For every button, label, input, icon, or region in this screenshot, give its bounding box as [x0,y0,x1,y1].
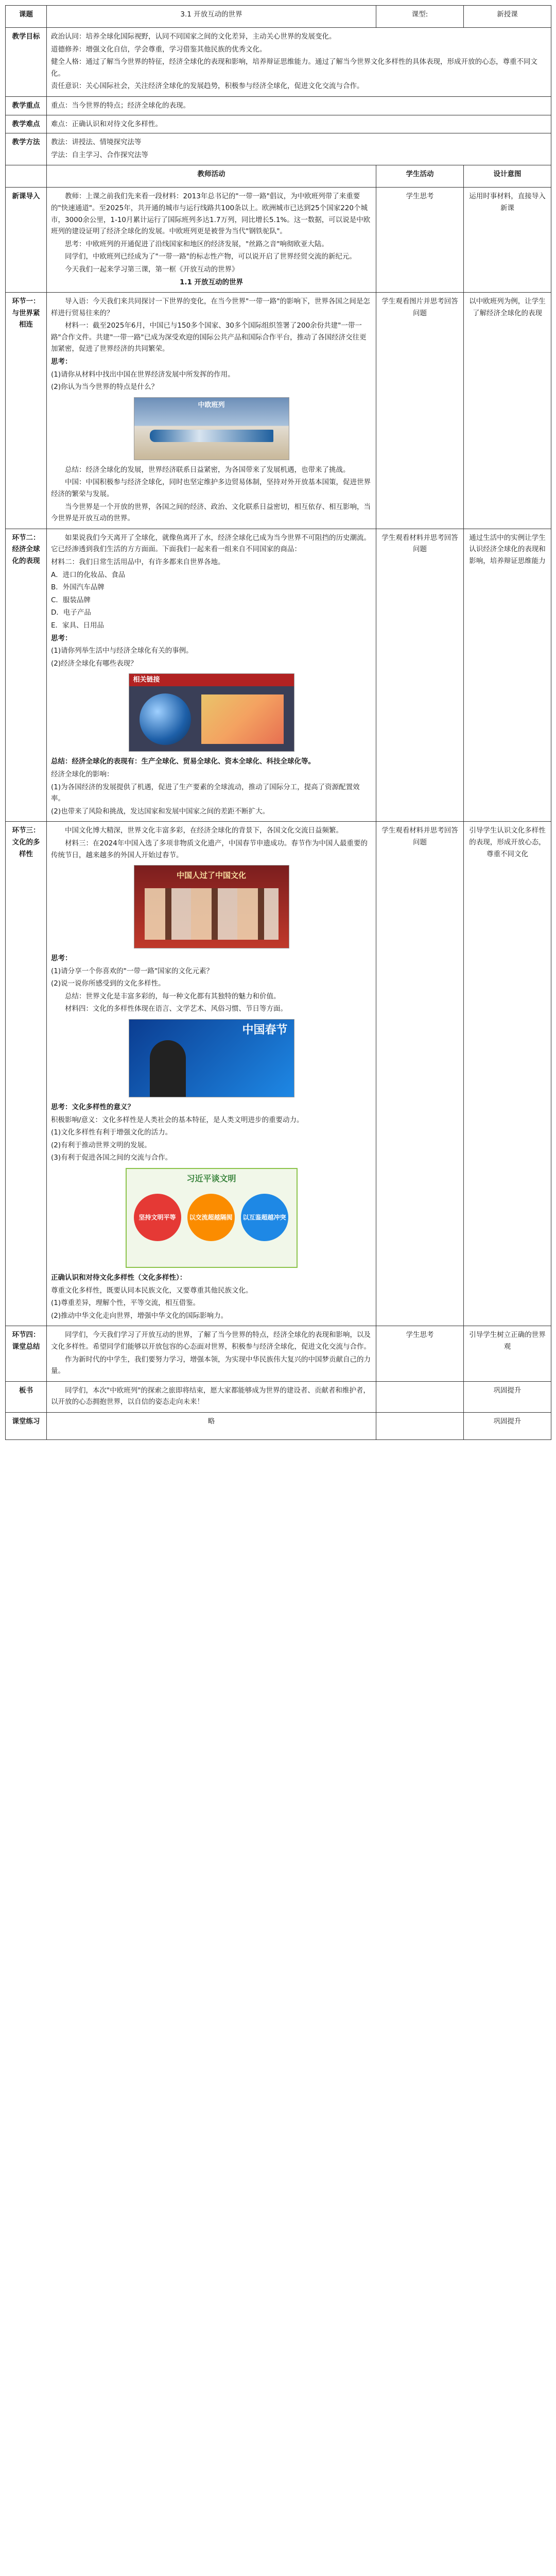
teacher-para: (2)有利于推动世界文明的发展。 [51,1141,151,1149]
method-line: 学法：自主学习、合作探究法等 [51,150,148,159]
teacher-para: (2)说一说你所感受到的文化多样性。 [51,979,165,988]
teacher-para: (1)尊重差异，理解个性，平等交流，相互借鉴。 [51,1299,200,1308]
homework-student [376,1412,464,1439]
teacher-para: E．家具、日用品 [51,621,105,630]
teacher-para: 今天我们一起来学习第三课，第一框《开放互动的世界》 [65,265,239,274]
key-points-text: 重点：当今世界的特点；经济全球化的表现。 [47,96,551,115]
goal-line: 政治认同：培养全球化国际视野，认同不同国家之间的文化差异，主动关心世界的发展变化。 [51,32,336,41]
teacher-para: 同学们，本次"中欧班列"的探索之旅即将结束，愿大家都能够成为世界的建设者、贡献者和维护者，以开放的心态拥抱世界，以自信的姿态走向未来！ [51,1386,370,1406]
method-row [6,133,551,165]
teacher-para: (1)为各国经济的发展提供了机遇，促进了生产要素的全球流动，推动了国际分工，提高了资源配置效率。 [51,783,360,803]
method-label: 教学方法 [6,133,47,165]
photo-caption: 中国人过了中国文化 [176,871,246,880]
stage-teacher-content [47,188,376,293]
teacher-para: B．外国汽车品牌 [51,583,105,592]
teacher-para: 教师：上课之前我们先来看一段材料：2013年总书记的"一带一路"倡议，为中欧班列带了来重要的"快速通道"。至2025年，共开通的城市与运行线路共100条以上。欧洲城市已达到25个国家220个城市，3000余公里，1-10月累计运行了国际班列多达1.7万列，同比增长5.1%。这一数据，可以说是中欧班列的建设证明了经济全球化的发展。中欧班列更是被誉为当代"钢铁驼队"。 [51,192,371,236]
stage-student [376,1381,464,1412]
stage-label: 环节三：文化的多样性 [6,822,47,1326]
teacher-para: (2)也带来了风险和挑战，发达国家和发展中国家之间的差距不断扩大。 [51,807,270,816]
stage-label: 板书 [6,1381,47,1412]
teacher-para: 材料一：截至2025年6月，中国已与150多个国家、30多个国际组织签署了200余份共建"一带一路"合作文件。共建"一带一路"已成为深受欢迎的国际公共产品和国际合作平台，推动了各国经济交往更加紧密，促进了世界经济的共同繁荣。 [51,321,367,353]
stage-label: 环节一：与世界紧相连 [6,293,47,529]
stage-intent: 运用时事材料，直接导入新课 [464,188,551,293]
stage-label: 新课导入 [6,188,47,293]
teacher-para: 积极影响/意义：文化多样性是人类社会的基本特征，是人类文明进步的重要动力。 [51,1115,304,1124]
photo-caption: 中国春节 [242,1024,288,1037]
teacher-para: (3)有利于促进各国之间的交流与合作。 [51,1154,172,1162]
teacher-para: 思考：文化多样性的意义？ [51,1103,134,1112]
poster-item: 以互鉴超越冲突 [241,1194,288,1241]
teacher-para: 当今世界是一个开放的世界，各国之间的经济、政治、文化联系日益密切，相互依存、相互影响，当今世界是开放互动的世界。 [51,502,371,523]
teacher-para: (1)请分享一个你喜欢的"一带一路"国家的文化元素？ [51,967,214,975]
globe-icon [140,693,191,745]
teacher-para: (1)请你列举生活中与经济全球化有关的事例。 [51,647,193,655]
column-header-row [6,165,551,188]
stage-student: 学生思考 [376,1326,464,1381]
poster-title: 习近平谈文明 [186,1174,236,1184]
stage-intent: 巩固提升 [464,1381,551,1412]
stage-teacher-content [47,1381,376,1412]
teacher-para: (2)推动中华文化走向世界，增强中华文化的国际影响力。 [51,1311,228,1320]
festival-photo [129,1019,294,1097]
teacher-para: 如果说我们今天离开了全球化，就像鱼离开了水，经济全球化已成为当今世界不可阻挡的历史潮流。它已经渗透到我们生活的方方面面。下面我们一起来看一组来自不同国家的商品： [51,533,371,554]
link-banner: 相关链接 [129,674,294,686]
teacher-para: 作为新时代的中学生，我们要努力学习，增强本领，为实现中华民族伟大复兴的中国梦贡献自己的力量。 [51,1355,371,1376]
trade-graphic [201,694,284,744]
method-line: 教法：讲授法、情境探究法等 [51,138,142,147]
key-points-label: 教学重点 [6,96,47,115]
col-intent: 设计意图 [464,165,551,188]
teacher-para: 思考： [51,634,72,642]
stage-student: 学生观看图片并思考回答问题 [376,293,464,529]
stage-teacher-content [47,293,376,529]
teacher-para: 材料四：文化的多样性体现在语言、文学艺术、风俗习惯、节日等方面。 [65,1005,287,1013]
stage-student: 学生思考 [376,188,464,293]
teacher-para: (1)文化多样性有利于增强文化的活力。 [51,1128,172,1137]
teacher-para: 总结：经济全球化的发展，世界经济联系日益紧密，为各国带来了发展机遇，也带来了挑战。 [65,465,350,474]
teacher-para: 思考： [51,954,72,963]
difficulty-text: 难点：正确认识和对待文化多样性。 [47,115,551,133]
stage-label: 环节二：经济全球化的表现 [6,529,47,822]
stage-teacher-content [47,529,376,822]
people-photo [134,865,289,948]
goal-line: 健全人格：通过了解当今世界的特征，经济全球化的表现和影响，培养辩证思维能力。通过了解当今世界文化多样性的具体表现，形成开放的心态，尊重不同文化。 [51,58,537,78]
stage-intent: 通过生活中的实例让学生认识经济全球化的表现和影响，培养辩证思维能力 [464,529,551,822]
col-stage [6,165,47,188]
teacher-para: 中国文化博大精深，世界文化丰富多彩，在经济全球化的背景下，各国文化交流日益频繁。 [65,826,343,835]
type-label: 课型: [376,6,464,28]
teacher-para: 同学们，中欧班列已经成为了"一带一路"的标志性产物，可以说开启了世界经贸交流的新纪元。 [65,252,356,261]
teacher-para: 经济全球化的影响： [51,770,114,778]
teacher-para: 尊重文化多样性，既要认同本民族文化，又要尊重其他民族文化。 [51,1286,253,1295]
stage-intent: 引导学生认识文化多样性的表现，形成开放心态，尊重不同文化 [464,822,551,1326]
col-teacher: 教师活动 [47,165,376,188]
teacher-para: D．电子产品 [51,608,91,617]
poster-item: 坚持文明平等 [134,1194,181,1241]
teacher-para: 材料二：我们日常生活用品中，有许多都来自世界各地。 [51,558,225,566]
difficulty-label: 教学难点 [6,115,47,133]
teacher-para: 导入语：今天我们来共同探讨一下世界的变化，在当今世界"一带一路"的影响下，世界各国之间是怎样进行贸易往来的？ [51,297,370,317]
goal-line: 道德修养：增强文化自信，学会尊重，学习借鉴其他民族的优秀文化。 [51,45,267,54]
teacher-para: (2)你认为当今世界的特点是什么？ [51,383,159,392]
stage-row-intro [6,188,551,293]
train-photo [134,397,289,460]
teacher-para: C．服装品牌 [51,596,91,604]
subsection-title: 1.1 开放互动的世界 [179,278,244,286]
stage-row-1 [6,293,551,529]
homework-row [6,1412,551,1439]
homework-intent: 巩固提升 [464,1412,551,1439]
teacher-para: 总结：经济全球化的表现有：生产全球化、贸易全球化、资本全球化、科技全球化等。 [51,757,315,766]
homework-label: 课堂练习 [6,1412,47,1439]
teacher-para: 正确认识和对待文化多样性（文化多样性）： [51,1274,187,1282]
photo-caption: 中欧班列 [198,401,225,409]
teacher-para: 同学们，今天我们学习了开放互动的世界，了解了当今世界的特点，经济全球化的表现和影响，以及文化多样性。希望同学们能够以开放包容的心态面对世界，积极参与经济全球化，促进文化交流与合作。 [51,1331,371,1351]
lesson-plan-table [5,5,551,1440]
stage-teacher-content [47,822,376,1326]
presenter-graphic [150,1040,186,1097]
teacher-para: A．进口的化妆品、食品 [51,570,126,579]
key-points-row [6,96,551,115]
header-row [6,6,551,28]
stage-row-2 [6,529,551,822]
poster-item: 以交流超越隔阂 [187,1194,235,1241]
crowd-graphic [145,888,279,940]
goals-row [6,28,551,97]
goal-line: 责任意识：关心国际社会，关注经济全球化的发展趋势，积极参与经济全球化，促进文化交流与合作。 [51,82,364,91]
lesson-plan-document [5,5,551,1440]
teacher-para: 材料三：在2024年中国入选了多项非物质文化遗产，中国春节申遗成功。春节作为中国人最重要的传统节日，越来越多的外国人开始过春节。 [51,839,368,859]
difficulty-row [6,115,551,133]
civilization-poster [126,1168,298,1268]
stage-student: 学生观看材料并思考回答问题 [376,529,464,822]
teacher-para: 思考： [51,358,72,366]
stage-row-5 [6,1381,551,1412]
type-value: 新授课 [464,6,551,28]
stage-row-3 [6,822,551,1326]
teacher-para: 中国：中国积极参与经济全球化，同时也坚定维护多边贸易体制，坚持对外开放基本国策，促进世界经济的繁荣与发展。 [51,478,371,499]
train-shape [150,430,273,442]
link-image [129,673,294,752]
stage-intent: 以中欧班列为例，让学生了解经济全球化的表现 [464,293,551,529]
stage-student: 学生观看材料并思考回答问题 [376,822,464,1326]
col-student: 学生活动 [376,165,464,188]
method-content [47,133,551,165]
teacher-para: 总结：世界文化是丰富多彩的，每一种文化都有其独特的魅力和价值。 [65,992,281,1001]
stage-row-4 [6,1326,551,1381]
teacher-para: (2)经济全球化有哪些表现？ [51,659,137,668]
stage-intent: 引导学生树立正确的世界观 [464,1326,551,1381]
teacher-para: 思考：中欧班列的开通促进了沿线国家和地区的经济发展，"丝路之音"响彻欧亚大陆。 [65,240,328,248]
homework-text: 略 [47,1412,376,1439]
goals-content [47,28,551,97]
topic-title: 3.1 开放互动的世界 [47,6,376,28]
stage-label: 环节四：课堂总结 [6,1326,47,1381]
stage-teacher-content [47,1326,376,1381]
topic-label: 课题 [6,6,47,28]
teacher-para: (1)请你从材料中找出中国在世界经济发展中所发挥的作用。 [51,370,235,379]
goals-label: 教学目标 [6,28,47,97]
